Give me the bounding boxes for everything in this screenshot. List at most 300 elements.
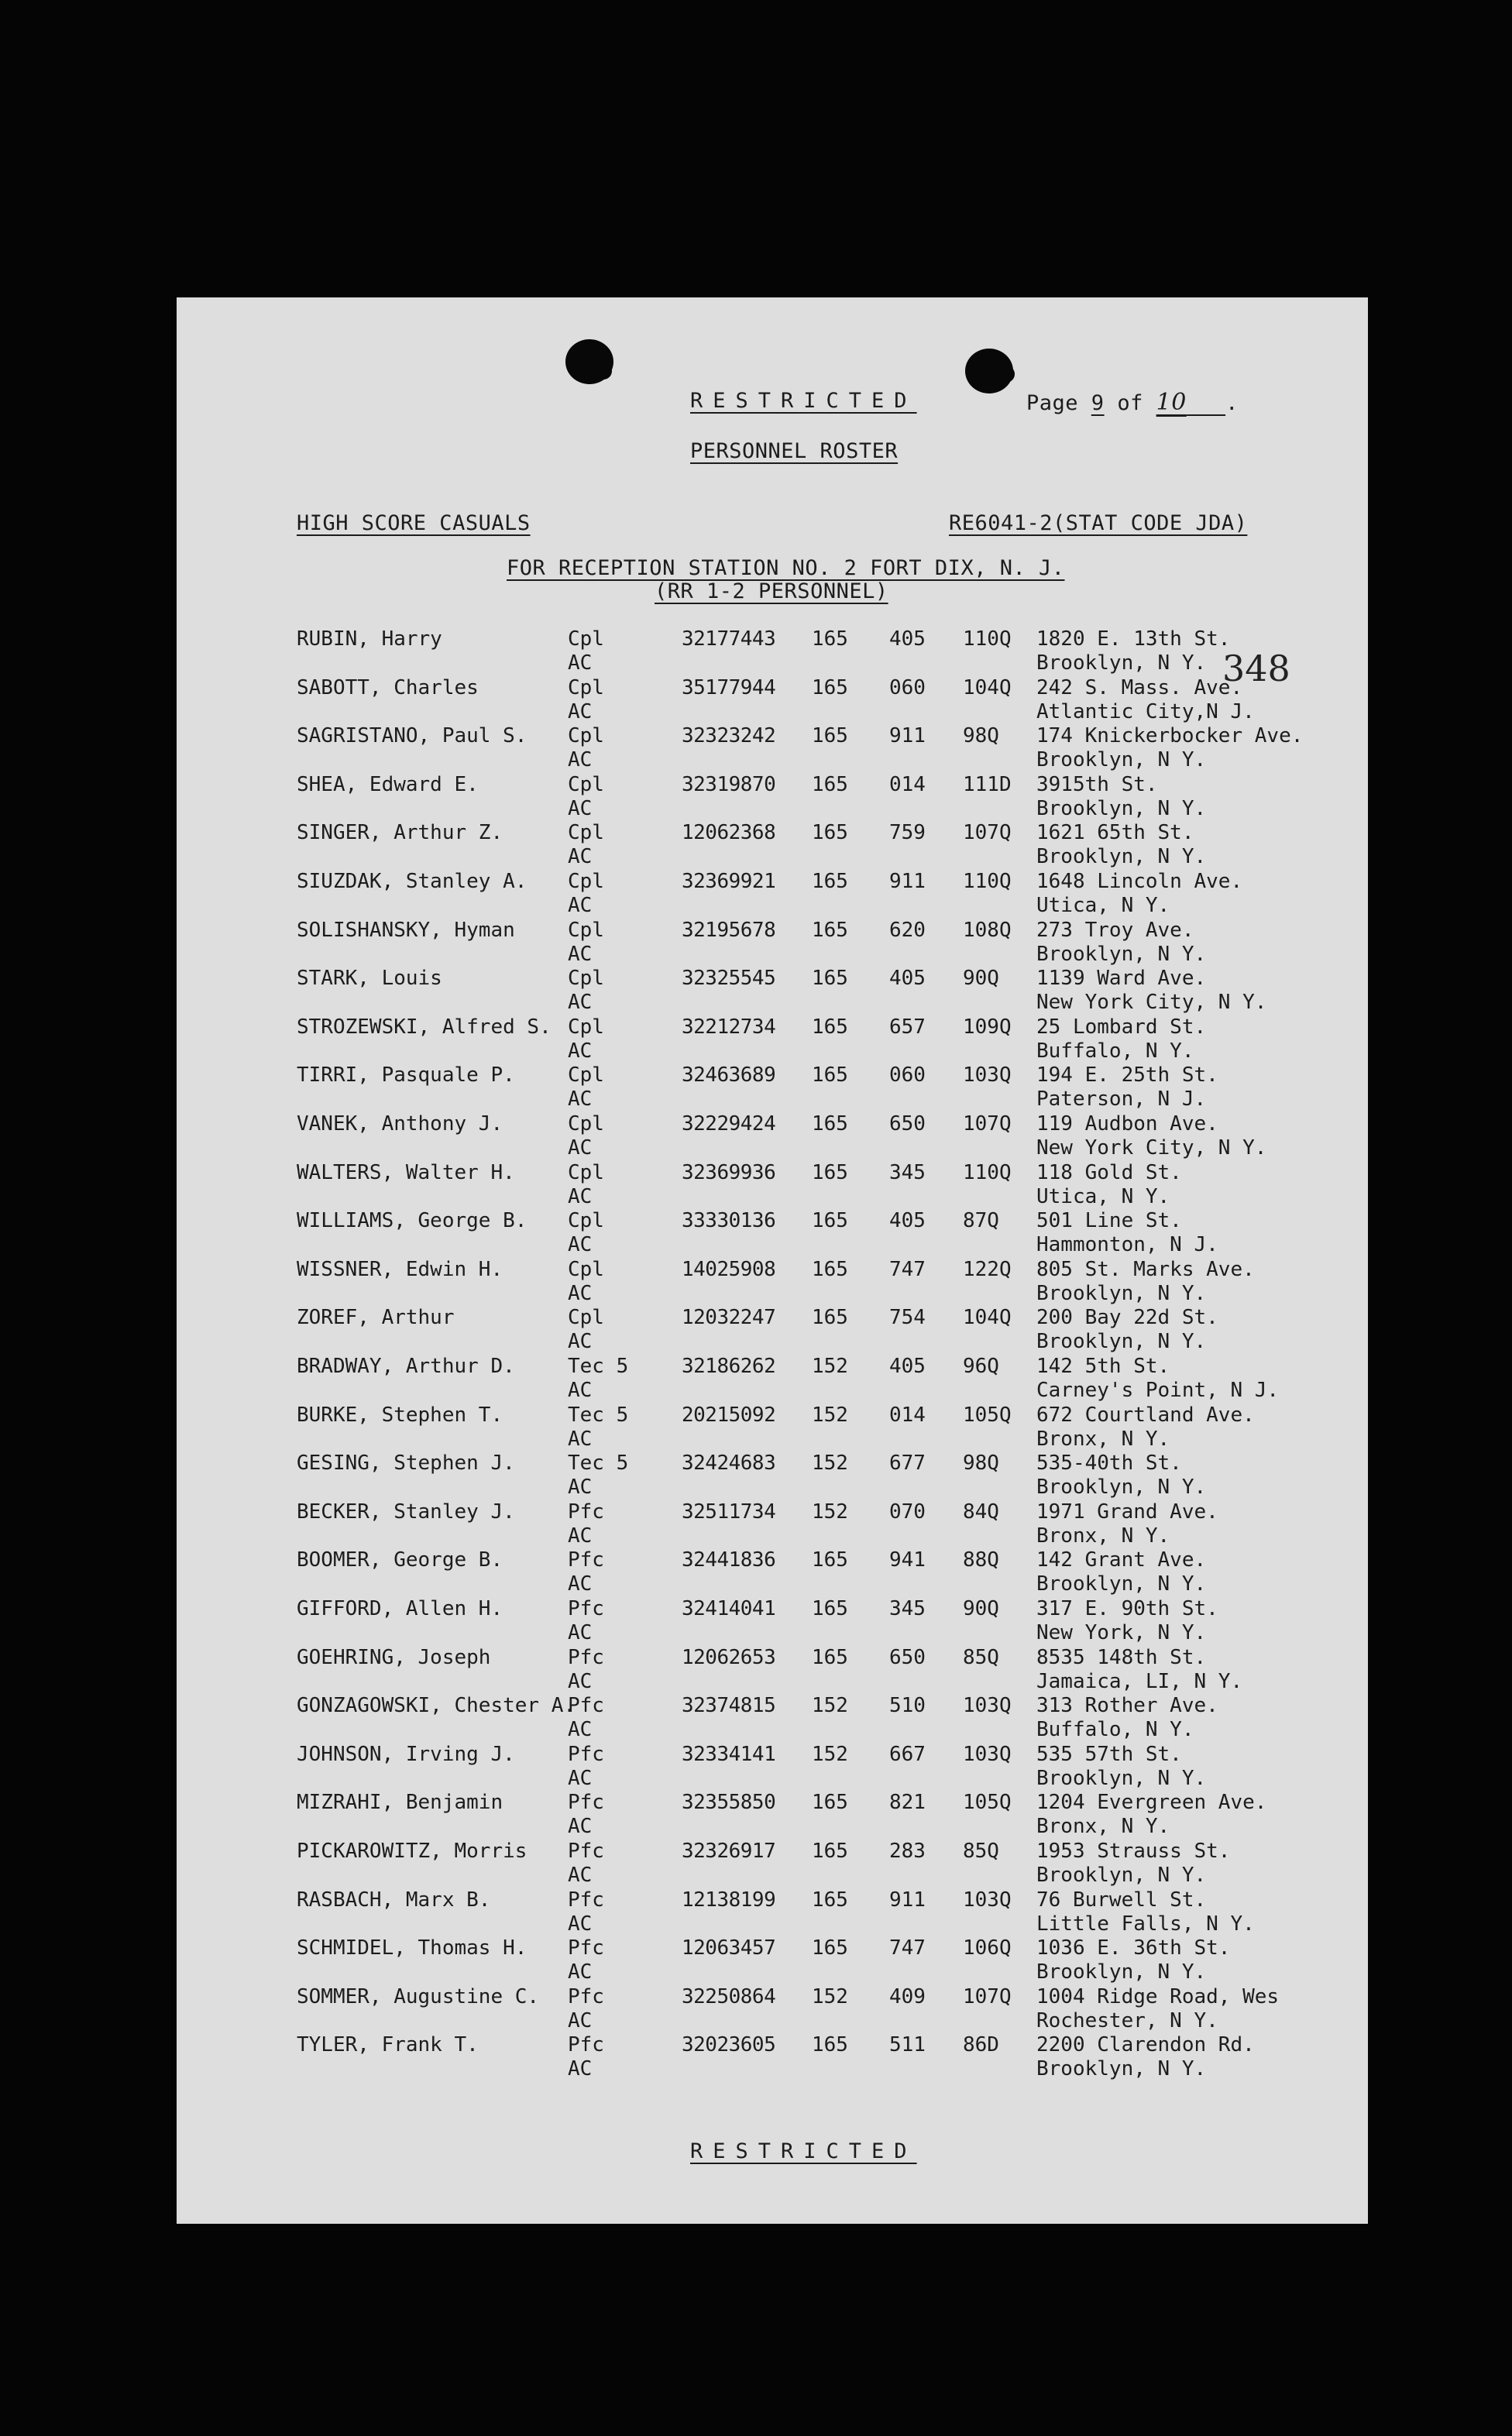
entry-code-2: 405	[889, 1355, 926, 1378]
entry-serial-number: 32355850	[682, 1791, 776, 1815]
page-prefix: Page	[1026, 391, 1079, 415]
entry-grade: Pfc	[568, 2033, 604, 2057]
entry-code-1: 165	[812, 675, 848, 699]
entry-score: 87Q	[963, 1209, 999, 1233]
entry-address-city: Buffalo, N Y.	[1036, 1039, 1194, 1063]
entry-grade: Pfc	[568, 1791, 604, 1815]
entry-score: 84Q	[963, 1500, 999, 1524]
entry-score: 98Q	[963, 724, 999, 748]
entry-address-city: Buffalo, N Y.	[1036, 1718, 1194, 1742]
entry-name: GESING, Stephen J.	[297, 1452, 515, 1476]
entry-address-street: 119 Audbon Ave.	[1036, 1112, 1218, 1136]
entry-address-street: 535-40th St.	[1036, 1452, 1182, 1476]
entry-serial-number: 32023605	[682, 2033, 776, 2057]
entry-address-street: 25 Lombard St.	[1036, 1015, 1207, 1039]
page-of: of	[1117, 391, 1143, 415]
entry-score: 122Q	[963, 1257, 1012, 1281]
entry-code-2: 409	[889, 1984, 926, 2008]
entry-serial-number: 32374815	[682, 1694, 776, 1718]
entry-code-1: 165	[812, 1257, 848, 1281]
table-row	[177, 676, 1368, 725]
table-row	[177, 1840, 1368, 1888]
entry-serial-number: 32195678	[682, 918, 776, 942]
entry-serial-number: 32325545	[682, 967, 776, 991]
entry-serial-number: 35177944	[682, 675, 776, 699]
entry-address-street: 1621 65th St.	[1036, 821, 1194, 845]
entry-branch: AC	[568, 1524, 593, 1548]
table-row	[177, 1209, 1368, 1258]
entry-score: 88Q	[963, 1548, 999, 1572]
entry-grade: Cpl	[568, 675, 604, 699]
stamp-number: 348	[1222, 648, 1290, 689]
entry-serial-number: 32424683	[682, 1452, 776, 1476]
entry-code-2: 620	[889, 918, 926, 942]
entry-code-2: 650	[889, 1645, 926, 1669]
entry-address-city: Brooklyn, N Y.	[1036, 1476, 1207, 1500]
entry-grade: Cpl	[568, 1160, 604, 1184]
entry-branch: AC	[568, 2008, 593, 2032]
entry-score: 90Q	[963, 1597, 999, 1620]
table-row	[177, 627, 1368, 676]
entry-grade: Pfc	[568, 1742, 604, 1766]
restricted-heading: RESTRICTED	[690, 389, 917, 413]
entry-name: TIRRI, Pasquale P.	[297, 1063, 515, 1087]
entry-code-1: 165	[812, 1548, 848, 1572]
entry-serial-number: 12063457	[682, 1936, 776, 1960]
entry-name: GOEHRING, Joseph	[297, 1645, 491, 1669]
table-row	[177, 1452, 1368, 1500]
entry-code-2: 510	[889, 1694, 926, 1718]
entry-grade: Cpl	[568, 870, 604, 893]
entry-name: SIUZDAK, Stanley A.	[297, 870, 527, 893]
table-row	[177, 870, 1368, 919]
entry-grade: Pfc	[568, 1548, 604, 1572]
entry-address-street: 1204 Evergreen Ave.	[1036, 1791, 1267, 1815]
entry-serial-number: 32511734	[682, 1500, 776, 1524]
entry-grade: Pfc	[568, 1888, 604, 1912]
entry-address-city: Carney's Point, N J.	[1036, 1379, 1280, 1402]
entry-code-2: 070	[889, 1500, 926, 1524]
entry-address-city: Brooklyn, N Y.	[1036, 1960, 1207, 1984]
entry-code-1: 165	[812, 918, 848, 942]
entry-name: WILLIAMS, George B.	[297, 1209, 527, 1233]
entry-score: 107Q	[963, 821, 1012, 845]
entry-code-2: 405	[889, 627, 926, 651]
entry-score: 86D	[963, 2033, 999, 2057]
entry-grade: Tec 5	[568, 1452, 629, 1476]
entry-code-1: 165	[812, 821, 848, 845]
entry-address-city: Paterson, N J.	[1036, 1087, 1207, 1111]
entry-code-2: 754	[889, 1306, 926, 1330]
entry-address-street: 1004 Ridge Road, Wes	[1036, 1984, 1280, 2008]
entry-address-city: New York, N Y.	[1036, 1621, 1207, 1644]
entry-branch: AC	[568, 1960, 593, 1984]
entry-name: RUBIN, Harry	[297, 627, 442, 651]
entry-address-city: Bronx, N Y.	[1036, 1524, 1170, 1548]
entry-code-2: 060	[889, 1063, 926, 1087]
entry-serial-number: 32334141	[682, 1742, 776, 1766]
entry-serial-number: 32250864	[682, 1984, 776, 2008]
entry-code-2: 014	[889, 1403, 926, 1427]
entry-code-1: 165	[812, 1597, 848, 1620]
entry-grade: Pfc	[568, 1645, 604, 1669]
table-row	[177, 1694, 1368, 1743]
table-row	[177, 967, 1368, 1015]
entry-address-street: 535 57th St.	[1036, 1742, 1182, 1766]
entry-address-street: 3915th St.	[1036, 772, 1158, 796]
entry-branch: AC	[568, 1184, 593, 1208]
entry-address-street: 76 Burwell St.	[1036, 1888, 1207, 1912]
entry-branch: AC	[568, 942, 593, 966]
entry-code-1: 152	[812, 1694, 848, 1718]
entry-grade: Pfc	[568, 1500, 604, 1524]
table-row	[177, 1936, 1368, 1985]
entry-name: BURKE, Stephen T.	[297, 1403, 503, 1427]
entry-score: 85Q	[963, 1645, 999, 1669]
entry-branch: AC	[568, 796, 593, 820]
entry-serial-number: 32369921	[682, 870, 776, 893]
entry-name: SCHMIDEL, Thomas H.	[297, 1936, 527, 1960]
table-row	[177, 2033, 1368, 2082]
entry-code-1: 152	[812, 1500, 848, 1524]
table-row	[177, 919, 1368, 967]
entry-score: 104Q	[963, 675, 1012, 699]
entry-name: SABOTT, Charles	[297, 675, 479, 699]
entry-address-street: 805 St. Marks Ave.	[1036, 1257, 1255, 1281]
entry-score: 107Q	[963, 1112, 1012, 1136]
entry-code-1: 165	[812, 1112, 848, 1136]
entry-score: 96Q	[963, 1355, 999, 1378]
entry-code-1: 165	[812, 1840, 848, 1863]
entry-address-street: 194 E. 25th St.	[1036, 1063, 1218, 1087]
entry-branch: AC	[568, 845, 593, 869]
entry-code-2: 014	[889, 772, 926, 796]
entry-address-city: Brooklyn, N Y.	[1036, 1864, 1207, 1887]
entry-address-street: 142 5th St.	[1036, 1355, 1170, 1378]
entry-address-street: 1820 E. 13th St.	[1036, 627, 1231, 651]
entry-code-2: 911	[889, 1888, 926, 1912]
entry-score: 104Q	[963, 1306, 1012, 1330]
entry-code-2: 657	[889, 1015, 926, 1039]
entry-serial-number: 33330136	[682, 1209, 776, 1233]
entry-code-1: 165	[812, 2033, 848, 2057]
table-row	[177, 1743, 1368, 1792]
entry-branch: AC	[568, 748, 593, 772]
entry-name: WALTERS, Walter H.	[297, 1160, 515, 1184]
entry-branch: AC	[568, 2057, 593, 2081]
punch-hole-left	[565, 339, 613, 384]
punch-hole-right	[965, 349, 1013, 393]
entry-address-street: 142 Grant Ave.	[1036, 1548, 1207, 1572]
entry-branch: AC	[568, 1864, 593, 1887]
entry-score: 107Q	[963, 1984, 1012, 2008]
entry-code-2: 747	[889, 1257, 926, 1281]
entry-branch: AC	[568, 1087, 593, 1111]
entry-code-1: 165	[812, 772, 848, 796]
entry-name: GIFFORD, Allen H.	[297, 1597, 503, 1620]
entry-grade: Cpl	[568, 724, 604, 748]
entry-serial-number: 12062653	[682, 1645, 776, 1669]
table-row	[177, 1888, 1368, 1937]
entry-serial-number: 32369936	[682, 1160, 776, 1184]
entry-serial-number: 32212734	[682, 1015, 776, 1039]
entry-address-street: 1953 Strauss St.	[1036, 1840, 1231, 1863]
table-row	[177, 1646, 1368, 1695]
entry-serial-number: 12138199	[682, 1888, 776, 1912]
entry-grade: Cpl	[568, 627, 604, 651]
entry-score: 110Q	[963, 870, 1012, 893]
entry-branch: AC	[568, 1476, 593, 1500]
entry-code-2: 650	[889, 1112, 926, 1136]
table-row	[177, 1791, 1368, 1840]
entry-code-1: 165	[812, 1888, 848, 1912]
entry-branch: AC	[568, 991, 593, 1015]
entry-address-street: 1971 Grand Ave.	[1036, 1500, 1218, 1524]
entry-serial-number: 20215092	[682, 1403, 776, 1427]
entry-code-1: 152	[812, 1355, 848, 1378]
entry-code-1: 165	[812, 1936, 848, 1960]
entry-code-1: 165	[812, 1209, 848, 1233]
entry-name: SAGRISTANO, Paul S.	[297, 724, 527, 748]
entry-name: VANEK, Anthony J.	[297, 1112, 503, 1136]
entry-score: 108Q	[963, 918, 1012, 942]
entry-branch: AC	[568, 1427, 593, 1451]
entry-grade: Tec 5	[568, 1355, 629, 1378]
entry-name: BECKER, Stanley J.	[297, 1500, 515, 1524]
entry-name: GONZAGOWSKI, Chester A.	[297, 1694, 576, 1718]
entry-serial-number: 14025908	[682, 1257, 776, 1281]
entry-grade: Cpl	[568, 1209, 604, 1233]
entry-address-city: Brooklyn, N Y.	[1036, 796, 1207, 820]
entry-code-2: 677	[889, 1452, 926, 1476]
entry-code-1: 152	[812, 1452, 848, 1476]
page-indicator: Page 9 of 10 .	[1026, 389, 1239, 416]
entry-address-city: Little Falls, N Y.	[1036, 1912, 1255, 1936]
entry-address-city: Brooklyn, N Y.	[1036, 942, 1207, 966]
table-row	[177, 1985, 1368, 2034]
entry-grade: Cpl	[568, 1306, 604, 1330]
entry-branch: AC	[568, 1136, 593, 1160]
entry-grade: Pfc	[568, 1597, 604, 1620]
entry-score: 103Q	[963, 1888, 1012, 1912]
entry-score: 105Q	[963, 1403, 1012, 1427]
entry-name: SHEA, Edward E.	[297, 772, 479, 796]
entry-address-street: 317 E. 90th St.	[1036, 1597, 1218, 1620]
entry-code-2: 345	[889, 1597, 926, 1620]
entry-address-city: Rochester, N Y.	[1036, 2008, 1218, 2032]
entry-branch: AC	[568, 699, 593, 723]
entry-address-street: 242 S. Mass. Ave.	[1036, 675, 1243, 699]
entry-branch: AC	[568, 1572, 593, 1596]
entry-address-city: Bronx, N Y.	[1036, 1815, 1170, 1839]
left-label: HIGH SCORE CASUALS	[297, 511, 531, 535]
entry-serial-number: 32441836	[682, 1548, 776, 1572]
entry-serial-number: 32323242	[682, 724, 776, 748]
entry-code-2: 405	[889, 1209, 926, 1233]
subtitle-line: (RR 1-2 PERSONNEL)	[655, 579, 888, 603]
table-row	[177, 1063, 1368, 1112]
entry-name: BRADWAY, Arthur D.	[297, 1355, 515, 1378]
entry-address-street: 8535 148th St.	[1036, 1645, 1207, 1669]
entry-serial-number: 32186262	[682, 1355, 776, 1378]
entry-code-1: 165	[812, 627, 848, 651]
entry-address-city: Utica, N Y.	[1036, 1184, 1170, 1208]
table-row	[177, 1404, 1368, 1452]
entry-serial-number: 32414041	[682, 1597, 776, 1620]
entry-branch: AC	[568, 1669, 593, 1693]
entry-address-street: 313 Rother Ave.	[1036, 1694, 1218, 1718]
entry-branch: AC	[568, 1718, 593, 1742]
entry-code-2: 911	[889, 724, 926, 748]
entry-branch: AC	[568, 1281, 593, 1305]
entry-address-city: Brooklyn, N Y.	[1036, 748, 1207, 772]
entry-name: STARK, Louis	[297, 967, 442, 991]
entry-code-1: 152	[812, 1742, 848, 1766]
entry-name: SINGER, Arthur Z.	[297, 821, 503, 845]
entry-code-1: 165	[812, 1791, 848, 1815]
entry-address-city: Brooklyn, N Y.	[1036, 651, 1207, 675]
entry-code-1: 165	[812, 1015, 848, 1039]
entry-address-city: Brooklyn, N Y.	[1036, 1281, 1207, 1305]
entry-code-1: 152	[812, 1984, 848, 2008]
entry-score: 105Q	[963, 1791, 1012, 1815]
entry-address-city: Brooklyn, N Y.	[1036, 845, 1207, 869]
entry-name: WISSNER, Edwin H.	[297, 1257, 503, 1281]
table-row	[177, 773, 1368, 822]
entry-score: 111D	[963, 772, 1012, 796]
entry-code-2: 345	[889, 1160, 926, 1184]
table-row	[177, 724, 1368, 773]
entry-grade: Tec 5	[568, 1403, 629, 1427]
entry-score: 110Q	[963, 1160, 1012, 1184]
entry-code-2: 759	[889, 821, 926, 845]
entry-address-city: Brooklyn, N Y.	[1036, 2057, 1207, 2081]
entry-grade: Cpl	[568, 1015, 604, 1039]
entry-address-city: Brooklyn, N Y.	[1036, 1330, 1207, 1354]
entry-name: JOHNSON, Irving J.	[297, 1742, 515, 1766]
entry-score: 103Q	[963, 1063, 1012, 1087]
page-current: 9	[1091, 391, 1105, 415]
entry-address-city: Utica, N Y.	[1036, 894, 1170, 917]
entry-address-street: 1648 Lincoln Ave.	[1036, 870, 1243, 893]
entry-code-1: 165	[812, 870, 848, 893]
entry-name: BOOMER, George B.	[297, 1548, 503, 1572]
entry-address-street: 1036 E. 36th St.	[1036, 1936, 1231, 1960]
entry-code-2: 405	[889, 967, 926, 991]
entry-name: STROZEWSKI, Alfred S.	[297, 1015, 552, 1039]
entry-code-1: 165	[812, 1645, 848, 1669]
entry-score: 103Q	[963, 1742, 1012, 1766]
entry-serial-number: 32326917	[682, 1840, 776, 1863]
entry-serial-number: 32229424	[682, 1112, 776, 1136]
entry-address-street: 1139 Ward Ave.	[1036, 967, 1207, 991]
entry-grade: Cpl	[568, 821, 604, 845]
entry-address-city: New York City, N Y.	[1036, 1136, 1267, 1160]
entry-code-2: 747	[889, 1936, 926, 1960]
entry-code-1: 165	[812, 724, 848, 748]
entry-code-1: 152	[812, 1403, 848, 1427]
entry-score: 98Q	[963, 1452, 999, 1476]
page-total: 10	[1156, 389, 1187, 416]
entry-branch: AC	[568, 1039, 593, 1063]
entry-grade: Cpl	[568, 918, 604, 942]
entry-name: SOLISHANSKY, Hyman	[297, 918, 515, 942]
entry-address-street: 672 Courtland Ave.	[1036, 1403, 1255, 1427]
entry-code-2: 911	[889, 870, 926, 893]
entry-name: RASBACH, Marx B.	[297, 1888, 491, 1912]
entry-code-2: 511	[889, 2033, 926, 2057]
entry-branch: AC	[568, 1766, 593, 1790]
entry-grade: Pfc	[568, 1840, 604, 1863]
entry-address-street: 273 Troy Ave.	[1036, 918, 1194, 942]
table-row	[177, 1306, 1368, 1355]
entry-address-city: Atlantic City,N J.	[1036, 699, 1255, 723]
entry-serial-number: 32463689	[682, 1063, 776, 1087]
table-row	[177, 1500, 1368, 1549]
entry-branch: AC	[568, 1912, 593, 1936]
entry-name: SOMMER, Augustine C.	[297, 1984, 540, 2008]
entry-code-1: 165	[812, 1160, 848, 1184]
entry-serial-number: 12032247	[682, 1306, 776, 1330]
entry-code-2: 821	[889, 1791, 926, 1815]
entry-address-street: 174 Knickerbocker Ave.	[1036, 724, 1304, 748]
entry-address-city: Bronx, N Y.	[1036, 1427, 1170, 1451]
entry-grade: Cpl	[568, 967, 604, 991]
entry-branch: AC	[568, 1815, 593, 1839]
entry-grade: Pfc	[568, 1984, 604, 2008]
entry-address-city: Jamaica, LI, N Y.	[1036, 1669, 1243, 1693]
entry-score: 90Q	[963, 967, 999, 991]
entry-code-1: 165	[812, 1306, 848, 1330]
entry-code-2: 667	[889, 1742, 926, 1766]
entry-branch: AC	[568, 1233, 593, 1257]
entry-address-city: Brooklyn, N Y.	[1036, 1766, 1207, 1790]
entry-code-1: 165	[812, 1063, 848, 1087]
entry-score: 85Q	[963, 1840, 999, 1863]
entry-branch: AC	[568, 1621, 593, 1644]
entry-code-1: 165	[812, 967, 848, 991]
table-row	[177, 1112, 1368, 1161]
restricted-footer: RESTRICTED	[690, 2139, 917, 2163]
entry-code-2: 283	[889, 1840, 926, 1863]
table-row	[177, 821, 1368, 870]
entry-grade: Cpl	[568, 1063, 604, 1087]
entry-branch: AC	[568, 894, 593, 917]
entry-serial-number: 32319870	[682, 772, 776, 796]
entry-code-2: 941	[889, 1548, 926, 1572]
entry-grade: Pfc	[568, 1936, 604, 1960]
entry-branch: AC	[568, 651, 593, 675]
entry-score: 103Q	[963, 1694, 1012, 1718]
table-row	[177, 1258, 1368, 1307]
table-row	[177, 1355, 1368, 1404]
roster-title: PERSONNEL ROSTER	[690, 439, 899, 463]
entry-address-street: 200 Bay 22d St.	[1036, 1306, 1218, 1330]
entry-serial-number: 12062368	[682, 821, 776, 845]
table-row	[177, 1597, 1368, 1646]
entry-branch: AC	[568, 1379, 593, 1402]
entry-address-city: Hammonton, N J.	[1036, 1233, 1218, 1257]
entry-branch: AC	[568, 1330, 593, 1354]
table-row	[177, 1161, 1368, 1210]
entry-score: 110Q	[963, 627, 1012, 651]
entry-address-city: Brooklyn, N Y.	[1036, 1572, 1207, 1596]
entry-name: PICKAROWITZ, Morris	[297, 1840, 527, 1863]
right-label: RE6041-2(STAT CODE JDA)	[949, 511, 1248, 535]
table-row	[177, 1015, 1368, 1064]
entry-serial-number: 32177443	[682, 627, 776, 651]
entry-address-street: 118 Gold St.	[1036, 1160, 1182, 1184]
